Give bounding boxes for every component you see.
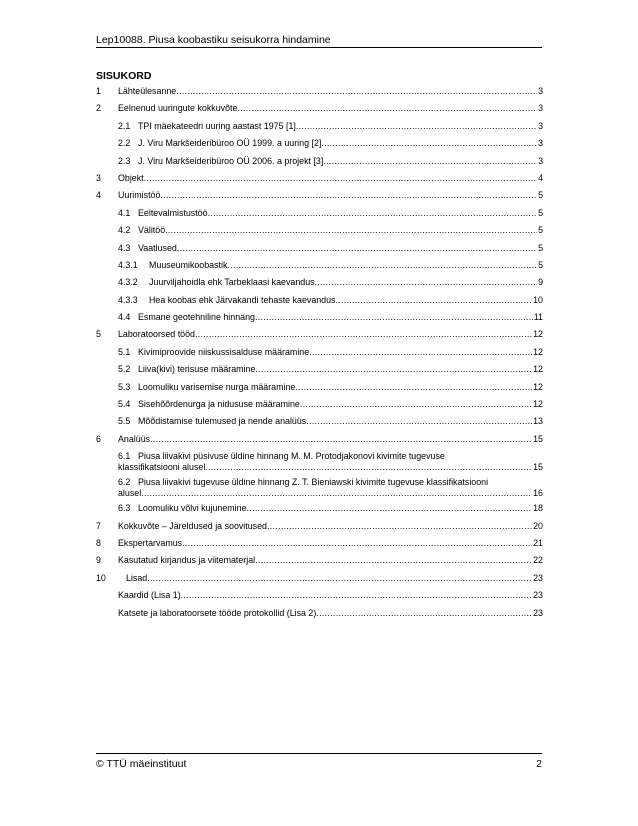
toc-leader-dots xyxy=(306,416,532,427)
toc-entry[interactable] xyxy=(96,364,543,381)
toc-entry-number: 2.2 xyxy=(118,138,131,149)
toc-entry-page: 9 xyxy=(538,277,543,288)
toc-entry[interactable] xyxy=(96,173,543,190)
toc-entry-title: Liiva(kivi) terisuse määramine xyxy=(138,364,256,375)
toc-entry-page: 4 xyxy=(538,172,543,183)
toc-entry-number: 6.3 xyxy=(118,503,131,514)
toc-leader-dots xyxy=(208,208,538,219)
footer-copyright: © TTÜ mäeinstituut xyxy=(96,758,187,770)
toc-entry[interactable] xyxy=(96,260,543,277)
toc-leader-dots xyxy=(336,295,533,306)
toc-entry-page: 5 xyxy=(538,225,543,236)
toc-entry-title: Piusa liivakivi tugevuse üldine hinnang Z. T. Bieniawski kivimite tugevuse klassifikatsiooni xyxy=(138,477,489,488)
toc-entry[interactable] xyxy=(96,451,543,477)
toc-entry-page: 3 xyxy=(538,120,543,131)
toc-entry[interactable] xyxy=(96,382,543,399)
toc-entry-number: 5.1 xyxy=(118,346,131,357)
toc-leader-dots xyxy=(144,173,537,184)
toc-entry-title: Eelnenud uuringute kokkuvõte xyxy=(118,103,238,114)
table-of-contents xyxy=(96,86,543,625)
toc-entry-number: 2.3 xyxy=(118,155,131,166)
toc-leader-dots xyxy=(177,243,537,254)
toc-entry-page: 23 xyxy=(533,572,543,583)
toc-entry-page: 23 xyxy=(533,607,543,618)
toc-entry-number: 6.2 xyxy=(118,477,131,488)
toc-entry-page: 12 xyxy=(533,381,543,392)
toc-entry-page: 18 xyxy=(533,503,543,514)
toc-entry-number: 3 xyxy=(96,172,101,183)
toc-leader-dots xyxy=(227,260,537,271)
toc-entry-number: 5 xyxy=(96,329,101,340)
toc-entry-number: 4.4 xyxy=(118,312,131,323)
toc-entry[interactable] xyxy=(96,243,543,260)
toc-entry-page: 22 xyxy=(533,555,543,566)
toc-entry[interactable] xyxy=(96,103,543,120)
toc-entry-title: J. Viru Markšeideribüroo OÜ 1999. a uuring [2] xyxy=(138,138,322,149)
toc-entry-number: 6 xyxy=(96,433,101,444)
toc-entry-number: 5.3 xyxy=(118,381,131,392)
toc-entry-page: 5 xyxy=(538,207,543,218)
toc-entry-page: 15 xyxy=(533,462,543,473)
toc-entry[interactable] xyxy=(96,329,543,346)
toc-entry-title: Katsete ja laboratoorsete tööde protokollid (Lisa 2) xyxy=(118,607,317,618)
toc-entry-title: Ekspertarvamus xyxy=(118,537,183,548)
toc-entry-title: Piusa liivakivi püsivuse üldine hinnang M. M. Protodjakonovi kivimite tugevuse xyxy=(138,451,445,462)
toc-leader-dots xyxy=(195,329,532,340)
toc-entry-title: Kaardid (Lisa 1) xyxy=(118,590,181,601)
toc-entry-title: Esmane geotehniline hinnang xyxy=(138,312,255,323)
toc-entry[interactable] xyxy=(96,573,543,590)
toc-entry-title: TPI mäekateedri uuring aastast 1975 [1] xyxy=(138,120,296,131)
toc-entry-page: 3 xyxy=(538,138,543,149)
toc-entry-page: 23 xyxy=(533,590,543,601)
toc-entry-page: 5 xyxy=(538,242,543,253)
toc-entry-page: 3 xyxy=(538,86,543,96)
toc-leader-dots xyxy=(255,364,532,375)
toc-leader-dots xyxy=(247,503,533,514)
toc-leader-dots xyxy=(150,434,532,445)
toc-entry-number: 5.4 xyxy=(118,399,131,410)
toc-entry-page: 12 xyxy=(533,329,543,340)
toc-entry-title: Analüüs xyxy=(118,433,151,444)
toc-entry-number: 5.2 xyxy=(118,364,131,375)
toc-entry-number: 7 xyxy=(96,520,101,531)
toc-entry-page: 11 xyxy=(533,312,543,323)
toc-leader-dots xyxy=(309,347,532,358)
toc-entry-title: J. Viru Markšeideribüroo OÜ 2006. a projekt [3] xyxy=(138,155,324,166)
toc-entry-title: Hea koobas ehk Järvakandi tehaste kaevandus xyxy=(149,294,336,305)
toc-entry[interactable] xyxy=(96,503,543,520)
toc-entry-page: 12 xyxy=(533,364,543,375)
toc-entry-title: Kasutatud kirjandus ja viitematerjal xyxy=(118,555,256,566)
toc-entry-number: 4.1 xyxy=(118,207,131,218)
toc-entry[interactable] xyxy=(96,208,543,225)
toc-entry-number: 2 xyxy=(96,103,101,114)
toc-entry[interactable] xyxy=(96,347,543,364)
toc-entry-number: 2.1 xyxy=(118,120,131,131)
toc-entry-title: Lisad xyxy=(126,572,148,583)
toc-entry[interactable] xyxy=(96,156,543,173)
toc-entry[interactable] xyxy=(96,277,543,294)
toc-entry-page: 3 xyxy=(538,103,543,114)
toc-entry-title: Loomuliku varisemise nurga määramine xyxy=(138,381,296,392)
toc-leader-dots xyxy=(255,555,532,566)
toc-leader-dots xyxy=(315,277,537,288)
toc-entry-title-continued: alusel xyxy=(118,488,142,499)
toc-entry-number: 9 xyxy=(96,555,101,566)
toc-entry[interactable] xyxy=(96,416,543,433)
toc-entry-number: 4 xyxy=(96,190,101,201)
toc-entry-number: 4.3.3 xyxy=(118,294,138,305)
toc-entry-page: 20 xyxy=(533,520,543,531)
toc-leader-dots xyxy=(255,312,533,323)
toc-leader-dots xyxy=(160,190,537,201)
toc-entry-page: 12 xyxy=(533,346,543,357)
toc-entry-page: 3 xyxy=(538,155,543,166)
toc-entry-number: 1 xyxy=(96,86,101,96)
toc-entry[interactable] xyxy=(96,295,543,312)
toc-leader-dots xyxy=(237,103,537,114)
toc-entry-number: 10 xyxy=(96,572,106,583)
toc-entry-number: 6.1 xyxy=(118,451,131,462)
footer-rule xyxy=(96,753,542,754)
toc-entry-number: 4.3.2 xyxy=(118,277,138,288)
toc-entry-title: Muuseumikoobastik xyxy=(149,259,228,270)
toc-entry[interactable] xyxy=(96,399,543,416)
toc-entry-page: 5 xyxy=(538,259,543,270)
toc-entry-page: 12 xyxy=(533,399,543,410)
toc-leader-dots xyxy=(300,399,532,410)
toc-entry-page: 10 xyxy=(533,294,543,305)
toc-title: SISUKORD xyxy=(96,70,152,82)
toc-entry[interactable] xyxy=(96,521,543,538)
running-header: Lep10088. Piusa koobastiku seisukorra hindamine xyxy=(96,34,331,46)
toc-leader-dots xyxy=(323,156,537,167)
toc-entry[interactable] xyxy=(96,477,543,503)
toc-leader-dots xyxy=(316,608,532,619)
toc-leader-dots xyxy=(141,488,532,499)
toc-entry[interactable] xyxy=(96,138,543,155)
toc-leader-dots xyxy=(321,138,537,149)
toc-entry-title: Laboratoorsed tööd xyxy=(118,329,195,340)
toc-entry[interactable] xyxy=(96,190,543,207)
toc-leader-dots xyxy=(147,573,532,584)
toc-leader-dots xyxy=(181,590,532,601)
toc-entry[interactable] xyxy=(96,121,543,138)
toc-entry-title: Eeltevalmistustöö xyxy=(138,207,208,218)
toc-entry-page: 16 xyxy=(533,488,543,499)
toc-entry[interactable] xyxy=(96,225,543,242)
toc-entry-title: Välitöö xyxy=(138,225,166,236)
toc-entry-title-continued: klassifikatsiooni alusel xyxy=(118,462,206,473)
toc-entry-number: 4.2 xyxy=(118,225,131,236)
page-number: 2 xyxy=(536,758,542,770)
toc-entry[interactable] xyxy=(96,590,543,607)
toc-entry-page: 13 xyxy=(533,416,543,427)
toc-leader-dots xyxy=(165,225,537,236)
toc-entry-title: Uurimistöö xyxy=(118,190,161,201)
toc-entry-title: Sisehõõrdenurga ja nidususe määramine xyxy=(138,399,300,410)
toc-entry-page: 5 xyxy=(538,190,543,201)
header-rule xyxy=(96,47,542,48)
toc-entry[interactable] xyxy=(96,538,543,555)
toc-entry-page: 21 xyxy=(533,537,543,548)
toc-entry-number: 4.3.1 xyxy=(118,259,138,270)
toc-entry-page: 15 xyxy=(533,433,543,444)
toc-entry-number: 5.5 xyxy=(118,416,131,427)
toc-leader-dots xyxy=(267,521,532,532)
toc-entry[interactable] xyxy=(96,434,543,451)
toc-leader-dots xyxy=(205,462,532,473)
toc-entry-title: Mõõdistamise tulemused ja nende analüüs xyxy=(138,416,307,427)
toc-entry-title: Lähteülesanne xyxy=(118,86,177,96)
toc-entry-title: Vaatlused xyxy=(138,242,177,253)
toc-leader-dots xyxy=(295,382,532,393)
toc-leader-dots xyxy=(296,121,537,132)
toc-entry-number: 8 xyxy=(96,537,101,548)
toc-entry-title: Objekt xyxy=(118,172,144,183)
toc-entry[interactable] xyxy=(96,86,543,103)
toc-entry[interactable] xyxy=(96,608,543,625)
toc-leader-dots xyxy=(176,86,537,97)
toc-entry-title: Loomuliku võlvi kujunemine xyxy=(138,503,247,514)
toc-entry[interactable] xyxy=(96,312,543,329)
toc-entry-title: Juurviljahoidla ehk Tarbeklaasi kaevandus xyxy=(149,277,315,288)
toc-entry[interactable] xyxy=(96,555,543,572)
toc-leader-dots xyxy=(182,538,532,549)
toc-entry-title: Kivimiproovide niiskussisalduse määramine xyxy=(138,346,310,357)
toc-entry-title: Kokkuvõte – Järeldused ja soovitused xyxy=(118,520,267,531)
toc-entry-number: 4.3 xyxy=(118,242,131,253)
